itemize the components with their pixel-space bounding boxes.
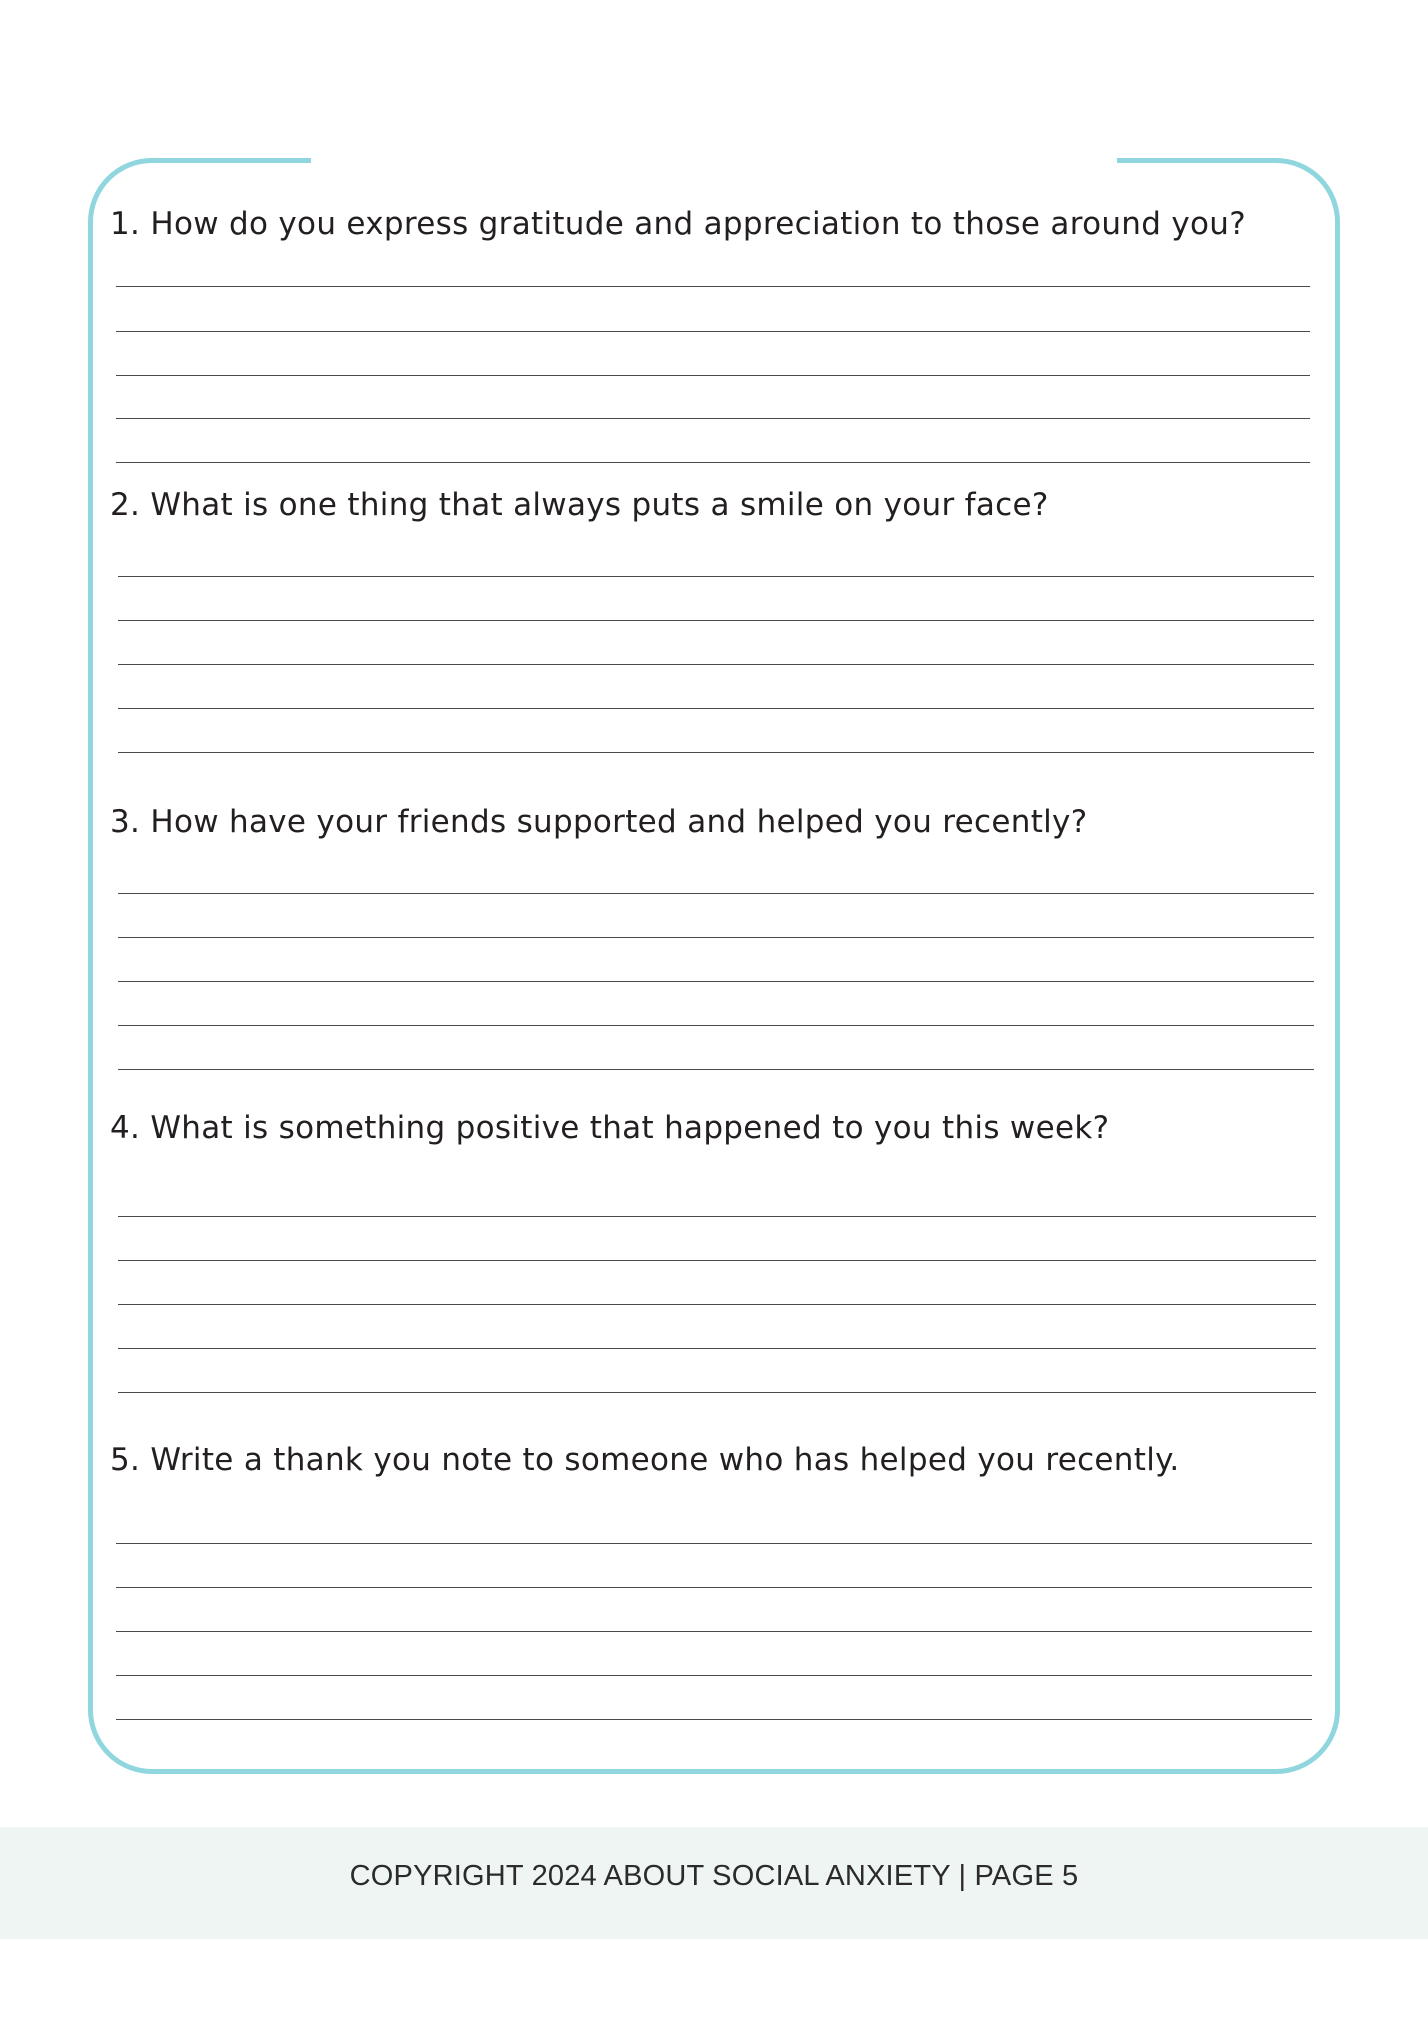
answer-line[interactable] <box>116 331 1310 332</box>
answer-line[interactable] <box>118 664 1314 665</box>
answer-line[interactable] <box>116 1631 1312 1632</box>
answer-line[interactable] <box>118 620 1314 621</box>
answer-line[interactable] <box>118 1025 1314 1026</box>
question-5: 5. Write a thank you note to someone who has helped you recently. <box>110 1442 1180 1478</box>
answer-line[interactable] <box>116 375 1310 376</box>
answer-line[interactable] <box>118 752 1314 753</box>
answer-line[interactable] <box>118 1216 1316 1217</box>
answer-line[interactable] <box>118 1392 1316 1393</box>
footer-copyright: COPYRIGHT 2024 ABOUT SOCIAL ANXIETY | PAGE 5 <box>349 1860 1079 1892</box>
worksheet-frame <box>88 158 1340 1774</box>
answer-line[interactable] <box>116 1543 1312 1544</box>
answer-line[interactable] <box>118 937 1314 938</box>
answer-line[interactable] <box>118 1348 1316 1349</box>
answer-line[interactable] <box>118 1069 1314 1070</box>
answer-line[interactable] <box>116 462 1310 463</box>
question-3: 3. How have your friends supported and helped you recently? <box>110 804 1088 840</box>
answer-line[interactable] <box>116 1675 1312 1676</box>
answer-line[interactable] <box>116 418 1310 419</box>
frame-top-gap <box>311 150 1117 166</box>
answer-line[interactable] <box>118 893 1314 894</box>
question-1: 1. How do you express gratitude and appreciation to those around you? <box>110 206 1247 242</box>
answer-line[interactable] <box>116 286 1310 287</box>
answer-line[interactable] <box>116 1587 1312 1588</box>
answer-line[interactable] <box>118 576 1314 577</box>
answer-line[interactable] <box>118 1260 1316 1261</box>
question-4: 4. What is something positive that happened to you this week? <box>110 1110 1110 1146</box>
answer-line[interactable] <box>118 1304 1316 1305</box>
answer-line[interactable] <box>118 708 1314 709</box>
answer-line[interactable] <box>116 1719 1312 1720</box>
question-2: 2. What is one thing that always puts a smile on your face? <box>110 487 1049 523</box>
answer-line[interactable] <box>118 981 1314 982</box>
